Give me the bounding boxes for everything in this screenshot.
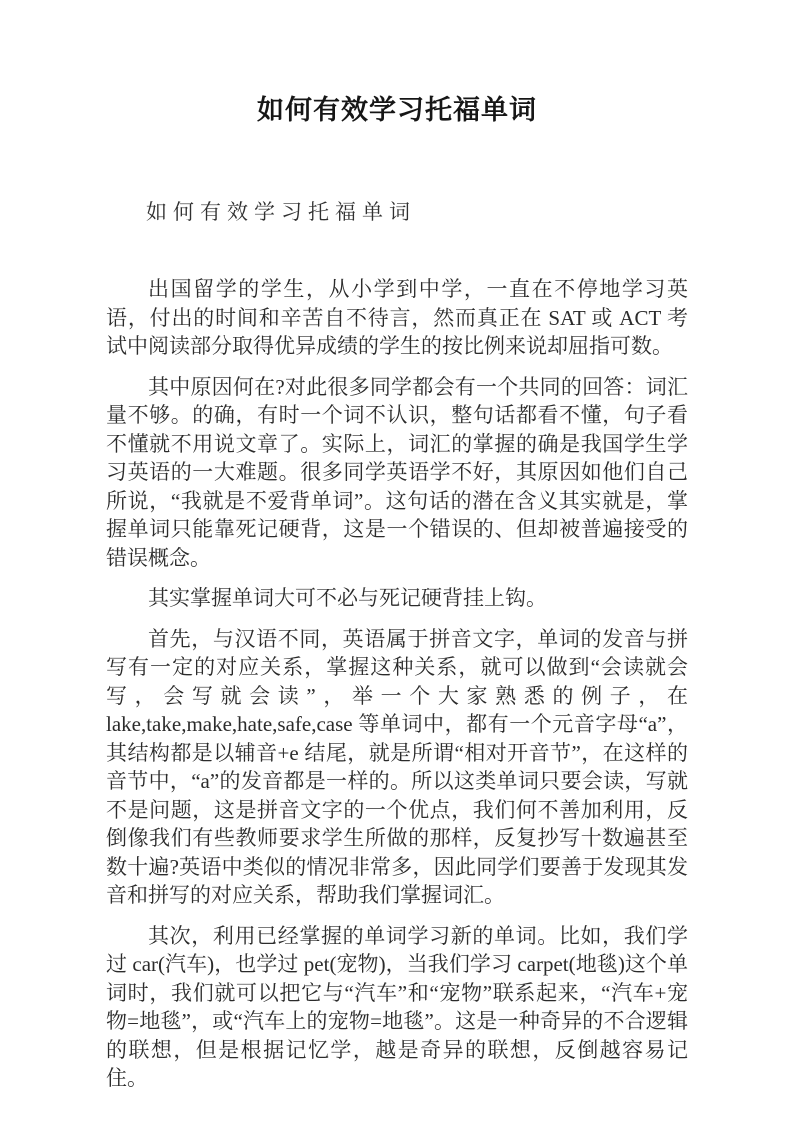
body-paragraph-5: 其次，利用已经掌握的单词学习新的单词。比如，我们学过 car(汽车)，也学过 pet(宠物)，当我们学习 carpet(地毯)这个单词时，我们就可以把它与“汽车”和“宠物”联系起来，“汽车+宠物=地毯”，或“汽车上的宠物=地毯”。这是一种奇异的不合逻辑的联想，但是根据记忆学，越是奇异的联想，反倒越容易记住。 <box>106 923 688 1090</box>
document-title: 如何有效学习托福单词 <box>257 95 537 125</box>
body-paragraph-3: 其实掌握单词大可不必与死记硬背挂上钩。 <box>148 586 547 610</box>
document-subtitle: 如何有效学习托福单词 <box>146 200 416 224</box>
body-paragraph-1: 出国留学的学生，从小学到中学，一直在不停地学习英语，付出的时间和辛苦自不待言，然而真正在 SAT 或 ACT 考试中阅读部分取得优异成绩的学生的按比例来说却屈指可数。 <box>106 277 688 358</box>
body-paragraph-4: 首先，与汉语不同，英语属于拼音文字，单词的发音与拼写有一定的对应关系，掌握这种关系，就可以做到“会读就会写，会写就会读”，举一个大家熟悉的例子，在 lake,take,make,hate,safe,case 等单词中，都有一个元音字母“a”，其结构都是以辅音+e 结尾，就是所谓“相对开音节”，在这样的音节中，“a”的发音都是一样的。所以这类单词只要会读，写就不是问题，这是拼音文字的一个优点，我们何不善加利用，反倒像我们有些教师要求学生所做的那样，反复抄写十数遍甚至数十遍?英语中类似的情况非常多，因此同学们要善于发现其发音和拼写的对应关系，帮助我们掌握词汇。 <box>106 626 688 907</box>
document-body <box>106 275 688 1093</box>
body-paragraph-2: 其中原因何在?对此很多同学都会有一个共同的回答：词汇量不够。的确，有时一个词不认识，整句话都看不懂，句子看不懂就不用说文章了。实际上，词汇的掌握的确是我国学生学习英语的一大难题。很多同学英语学不好，其原因如他们自己所说，“我就是不爱背单词”。这句话的潜在含义其实就是，掌握单词只能靠死记硬背，这是一个错误的、但却被普遍接受的错误概念。 <box>106 374 688 570</box>
